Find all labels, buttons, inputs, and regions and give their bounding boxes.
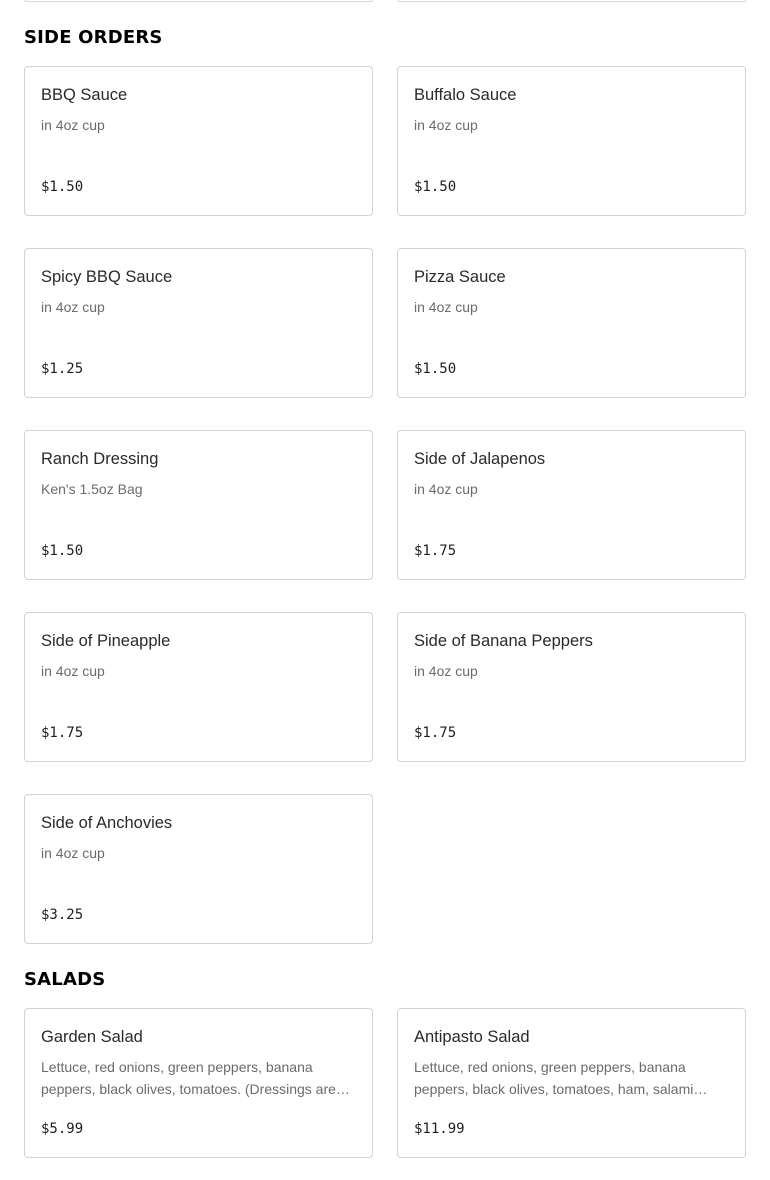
- previous-item-card-left[interactable]: [24, 0, 373, 2]
- menu-item-card[interactable]: [24, 794, 373, 944]
- item-price: $1.50: [41, 543, 84, 559]
- item-name: Side of Anchovies: [41, 814, 173, 832]
- section-title-salads: SALADS: [24, 969, 106, 990]
- menu-item-card[interactable]: [24, 1008, 373, 1158]
- item-description: in 4oz cup: [414, 299, 478, 315]
- menu-item-card[interactable]: [24, 430, 373, 580]
- item-price: $1.50: [414, 361, 457, 377]
- menu-item-card[interactable]: [397, 612, 746, 762]
- menu-item-card[interactable]: [397, 248, 746, 398]
- item-description: in 4oz cup: [41, 845, 105, 861]
- item-price: $1.75: [414, 725, 457, 741]
- menu-item-card[interactable]: [24, 66, 373, 216]
- item-price: $11.99: [414, 1121, 465, 1137]
- item-name: Ranch Dressing: [41, 450, 159, 468]
- item-price: $1.75: [414, 543, 457, 559]
- item-description: in 4oz cup: [414, 481, 478, 497]
- menu-item-card[interactable]: [24, 612, 373, 762]
- item-price: $5.99: [41, 1121, 84, 1137]
- item-name: Side of Jalapenos: [414, 450, 546, 468]
- menu-item-card[interactable]: [24, 248, 373, 398]
- item-price: $1.50: [414, 179, 457, 195]
- item-description: Lettuce, red onions, green peppers, banana peppers, black olives, tomatoes, ham, salami…: [414, 1059, 708, 1097]
- item-description: Lettuce, red onions, green peppers, banana peppers, black olives, tomatoes. (Dressings are…: [41, 1059, 350, 1097]
- item-price: $1.50: [41, 179, 84, 195]
- item-name: Garden Salad: [41, 1028, 143, 1046]
- previous-item-card-right[interactable]: [397, 0, 746, 2]
- item-price: $1.75: [41, 725, 84, 741]
- item-name: Antipasto Salad: [414, 1028, 530, 1046]
- section-title-side-orders: SIDE ORDERS: [24, 27, 163, 48]
- item-name: Side of Banana Peppers: [414, 632, 593, 650]
- menu-item-card[interactable]: [397, 430, 746, 580]
- menu-item-card[interactable]: [397, 1008, 746, 1158]
- item-description: in 4oz cup: [414, 117, 478, 133]
- item-name: Buffalo Sauce: [414, 86, 517, 104]
- item-price: $3.25: [41, 907, 84, 923]
- item-name: Spicy BBQ Sauce: [41, 268, 173, 286]
- item-description: in 4oz cup: [41, 663, 105, 679]
- item-name: BBQ Sauce: [41, 86, 128, 104]
- item-description: in 4oz cup: [41, 299, 105, 315]
- item-description: Ken's 1.5oz Bag: [41, 481, 143, 497]
- item-name: Pizza Sauce: [414, 268, 506, 286]
- item-name: Side of Pineapple: [41, 632, 171, 650]
- item-description: in 4oz cup: [414, 663, 478, 679]
- item-description: in 4oz cup: [41, 117, 105, 133]
- menu-item-card[interactable]: [397, 66, 746, 216]
- item-price: $1.25: [41, 361, 84, 377]
